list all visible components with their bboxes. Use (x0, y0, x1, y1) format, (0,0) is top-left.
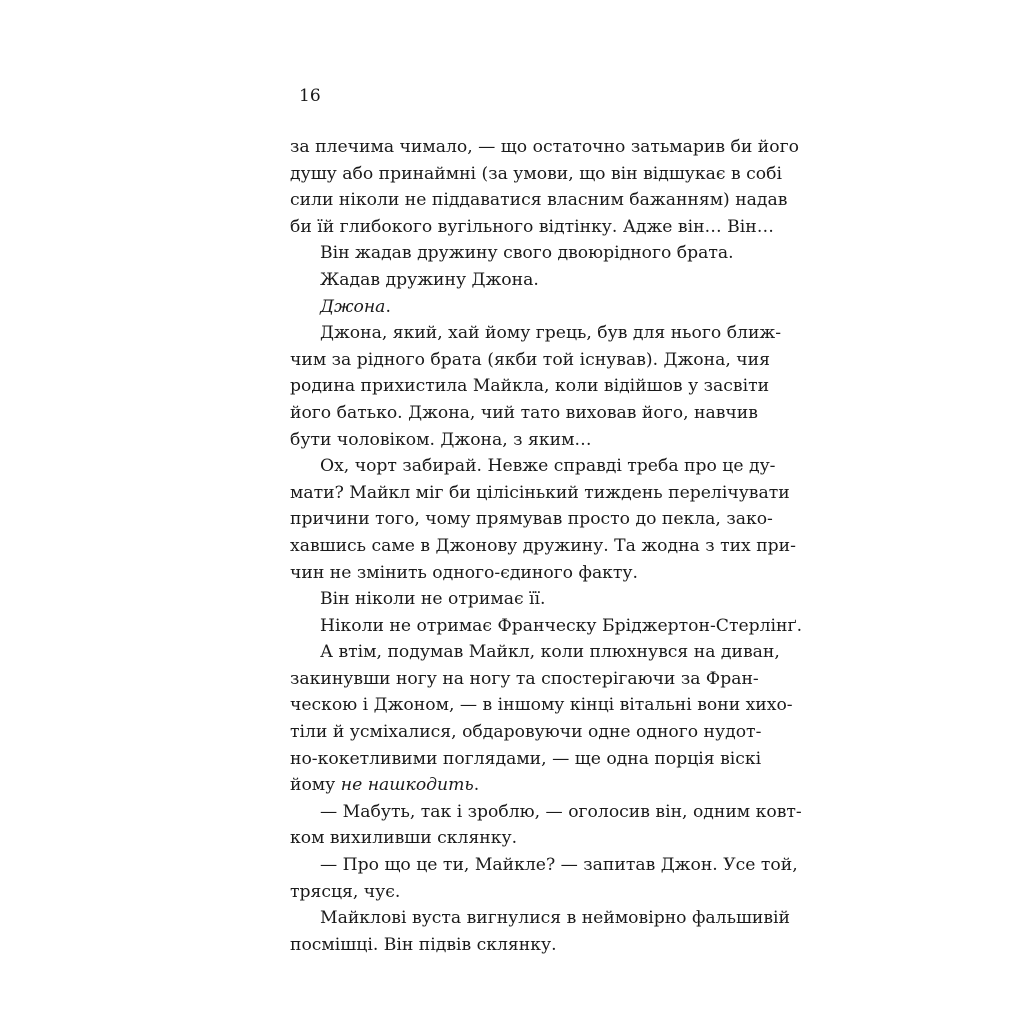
text-segment: ком вихиливши склянку. (290, 828, 518, 849)
text-segment: причини того, чому прямував просто до пекла, зако- (290, 509, 773, 530)
text-line (290, 586, 730, 613)
text-line (290, 400, 758, 427)
text-line (290, 666, 759, 693)
text-line (290, 533, 796, 560)
text-segment: би їй глибокого вугільного відтінку. Адже він… Він… (290, 216, 774, 237)
text-segment: його батько. Джона, чий тато виховав його, навчив (290, 402, 758, 423)
text-segment: родина прихистила Майкла, коли відійшов у засвіти (290, 376, 770, 397)
text-line (290, 613, 803, 640)
text-line (290, 852, 798, 879)
text-line (290, 905, 791, 932)
text-segment: но-кокетливими поглядами, — ще одна порція віскі (290, 748, 762, 769)
text-line (290, 134, 799, 161)
text-segment: А втім, подумав Майкл, коли плюхнувся на диван, (320, 642, 780, 663)
text-segment: тіли й усміхалися, обдаровуючи одне одного нудот- (290, 722, 762, 743)
text-line (290, 799, 802, 826)
text-line (290, 692, 793, 719)
text-segment: чин не змінить одного-єдиного факту. (290, 562, 639, 583)
text-line (290, 639, 780, 666)
text-segment: хавшись саме в Джонову дружину. Та жодна з тих при- (290, 535, 796, 556)
text-line (290, 772, 730, 799)
text-line (290, 746, 762, 773)
text-segment: йому (290, 775, 341, 796)
text-segment: Ніколи не отримає Франческу Бріджертон-Стерлінґ. (320, 615, 803, 636)
text-segment: сили ніколи не піддаватися власним бажанням) надав (290, 190, 788, 211)
text-segment: бути чоловіком. Джона, з яким… (290, 429, 592, 450)
text-line (290, 932, 730, 959)
text-line (290, 161, 782, 188)
text-line (290, 825, 730, 852)
text-segment: чим за рідного брата (якби той існував). Джона, чия (290, 349, 770, 370)
text-line (290, 347, 770, 374)
text-segment: Жадав дружину Джона. (320, 269, 539, 290)
text-segment: . (473, 775, 480, 796)
text-line (290, 187, 788, 214)
text-segment: душу або принаймні (за умови, що він відшукає в собі (290, 163, 782, 184)
text-line (290, 427, 730, 454)
text-line (290, 320, 782, 347)
text-segment: Ох, чорт забирай. Невже справді треба про це ду- (320, 456, 776, 477)
text-segment: Джона, який, хай йому грець, був для нього ближ- (320, 323, 782, 344)
text-segment: — Мабуть, так і зроблю, — оголосив він, одним ковт- (320, 801, 802, 822)
text-line (290, 506, 773, 533)
text-line (290, 453, 776, 480)
page-number: 16 (299, 86, 321, 106)
text-line (290, 294, 730, 321)
text-segment: Він жадав дружину свого двоюрідного брата. (320, 243, 734, 264)
italic-emphasis: Джона (320, 296, 386, 317)
text-line (290, 214, 774, 241)
text-segment: . (385, 296, 391, 317)
text-line (290, 719, 762, 746)
text-segment: Майклові вуста вигнулися в неймовірно фальшивій (320, 908, 791, 929)
text-segment: мати? Майкл міг би цілісінький тиждень перелічувати (290, 482, 790, 503)
text-segment: посмішці. Він підвів склянку. (290, 934, 557, 955)
text-line (290, 480, 790, 507)
text-line (290, 373, 770, 400)
text-line (290, 879, 730, 906)
text-line (290, 267, 730, 294)
text-segment: закинувши ногу на ногу та спостерігаючи за Фран- (290, 668, 759, 689)
body-text (290, 134, 803, 958)
text-segment: трясця, чує. (290, 881, 401, 902)
text-line (290, 240, 734, 267)
text-segment: ческою і Джоном, — в іншому кінці вітальні вони хихо- (290, 695, 793, 716)
text-line (290, 560, 730, 587)
italic-emphasis: не нашкодить (340, 775, 474, 796)
text-segment: — Про що це ти, Майкле? — запитав Джон. Усе той, (320, 855, 798, 876)
text-segment: Він ніколи не отримає її. (320, 589, 546, 610)
text-segment: за плечима чимало, — що остаточно затьмарив би його (290, 137, 799, 157)
